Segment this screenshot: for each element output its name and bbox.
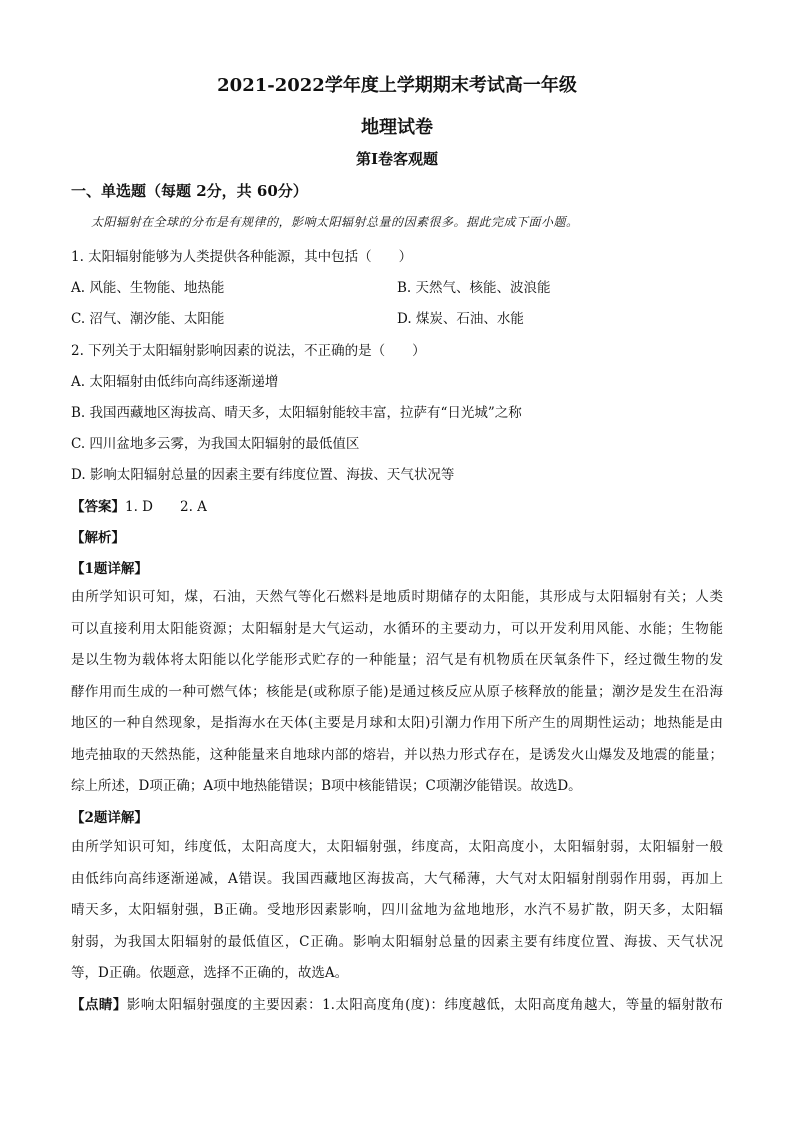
detail-2-line: 由所学知识可知，纬度低，太阳高度大，太阳辐射强，纬度高，太阳高度小，太阳辐射弱，太阳辐射一般 bbox=[71, 839, 723, 855]
detail-2-line: 等，D正确。依题意，选择不正确的，故选A。 bbox=[71, 965, 349, 981]
detail-1-line: 可以直接利用太阳能资源；太阳辐射是大气运动，水循环的主要动力，可以开发利用风能、水能；生物能 bbox=[71, 620, 723, 637]
question-2-option-d: D. 影响太阳辐射总量的因素主要有纬度位置、海拔、天气状况等 bbox=[71, 467, 455, 483]
detail-2-label: 【2题详解】 bbox=[71, 810, 148, 826]
tip-paragraph bbox=[71, 990, 723, 1022]
section-heading: 一、单选题（每题 2分，共 60分） bbox=[71, 182, 308, 200]
answer-row bbox=[71, 495, 207, 515]
question-1-option-b: B. 天然气、核能、波浪能 bbox=[397, 280, 551, 296]
answer-label: 【答案】 bbox=[71, 499, 125, 515]
answer-value: 1. D 2. A bbox=[125, 499, 207, 515]
detail-1-line: 酵作用而生成的一种可燃气体；核能是(或称原子能)是通过核反应从原子核释放的能量；潮汐是发生在沿海 bbox=[71, 683, 723, 700]
tip-label: 【点睛】 bbox=[71, 997, 127, 1013]
detail-1-text bbox=[71, 582, 723, 803]
detail-2-line: 射弱，为我国太阳辐射的最低值区，C正确。影响太阳辐射总量的因素主要有纬度位置、海拔、天气状况 bbox=[71, 933, 723, 950]
detail-1-label: 【1题详解】 bbox=[71, 561, 148, 577]
subject-title: 地理试卷 bbox=[361, 117, 433, 138]
detail-1-line: 由所学知识可知，煤，石油，天然气等化石燃料是地质时期储存的太阳能，其形成与太阳辐射有关；人类 bbox=[71, 589, 723, 605]
question-2-option-c: C. 四川盆地多云雾，为我国太阳辐射的最低值区 bbox=[71, 436, 360, 452]
detail-1-line: 地壳抽取的天然热能，这种能量来自地球内部的熔岩，并以热力形式存在，是诱发火山爆发及地震的能量； bbox=[71, 746, 723, 763]
question-1-stem: 1. 太阳辐射能够为人类提供各种能源，其中包括（ ） bbox=[71, 249, 413, 265]
part-title: 第Ⅰ卷客观题 bbox=[355, 150, 439, 168]
tip-text: 影响太阳辐射强度的主要因素：1.太阳高度角(度)：纬度越低，太阳高度角越大，等量的辐射散布 bbox=[126, 997, 723, 1013]
question-2-option-b: B. 我国西藏地区海拔高、晴天多，太阳辐射能较丰富，拉萨有“日光城”之称 bbox=[71, 405, 522, 421]
analysis-label: 【解析】 bbox=[71, 530, 125, 546]
detail-2-line: 晴天多，太阳辐射强，B正确。受地形因素影响，四川盆地为盆地地形，水汽不易扩散，阴天多，太阳辐 bbox=[71, 902, 723, 918]
detail-2-text bbox=[71, 832, 723, 990]
exam-title: 2021-2022学年度上学期期末考试高一年级 bbox=[217, 75, 577, 96]
question-2-stem: 2. 下列关于太阳辐射影响因素的说法，不正确的是（ ） bbox=[71, 343, 426, 359]
question-1-option-c: C. 沼气、潮汐能、太阳能 bbox=[71, 311, 225, 327]
detail-1-line: 是以生物为载体将太阳能以化学能形式贮存的一种能量；沼气是有机物质在厌氧条件下，经过微生物的发 bbox=[71, 652, 723, 668]
detail-1-line: 综上所述，D项正确；A项中地热能错误；B项中核能错误；C项潮汐能错误。故选D。 bbox=[71, 778, 582, 794]
detail-1-line: 地区的一种自然现象，是指海水在天体(主要是月球和太阳)引潮力作用下所产生的周期性运动；地热能是由 bbox=[71, 715, 723, 731]
question-1-option-d: D. 煤炭、石油、水能 bbox=[397, 311, 524, 327]
question-2-option-a: A. 太阳辐射由低纬向高纬逐渐递增 bbox=[71, 374, 279, 390]
tip-line bbox=[71, 990, 723, 1022]
question-1-option-a: A. 风能、生物能、地热能 bbox=[71, 280, 225, 296]
section-intro: 太阳辐射在全球的分布是有规律的，影响太阳辐射总量的因素很多。据此完成下面小题。 bbox=[91, 215, 579, 229]
detail-2-line: 由低纬向高纬逐渐递减，A错误。我国西藏地区海拔高，大气稀薄，大气对太阳辐射削弱作用弱，再加上 bbox=[71, 870, 723, 887]
